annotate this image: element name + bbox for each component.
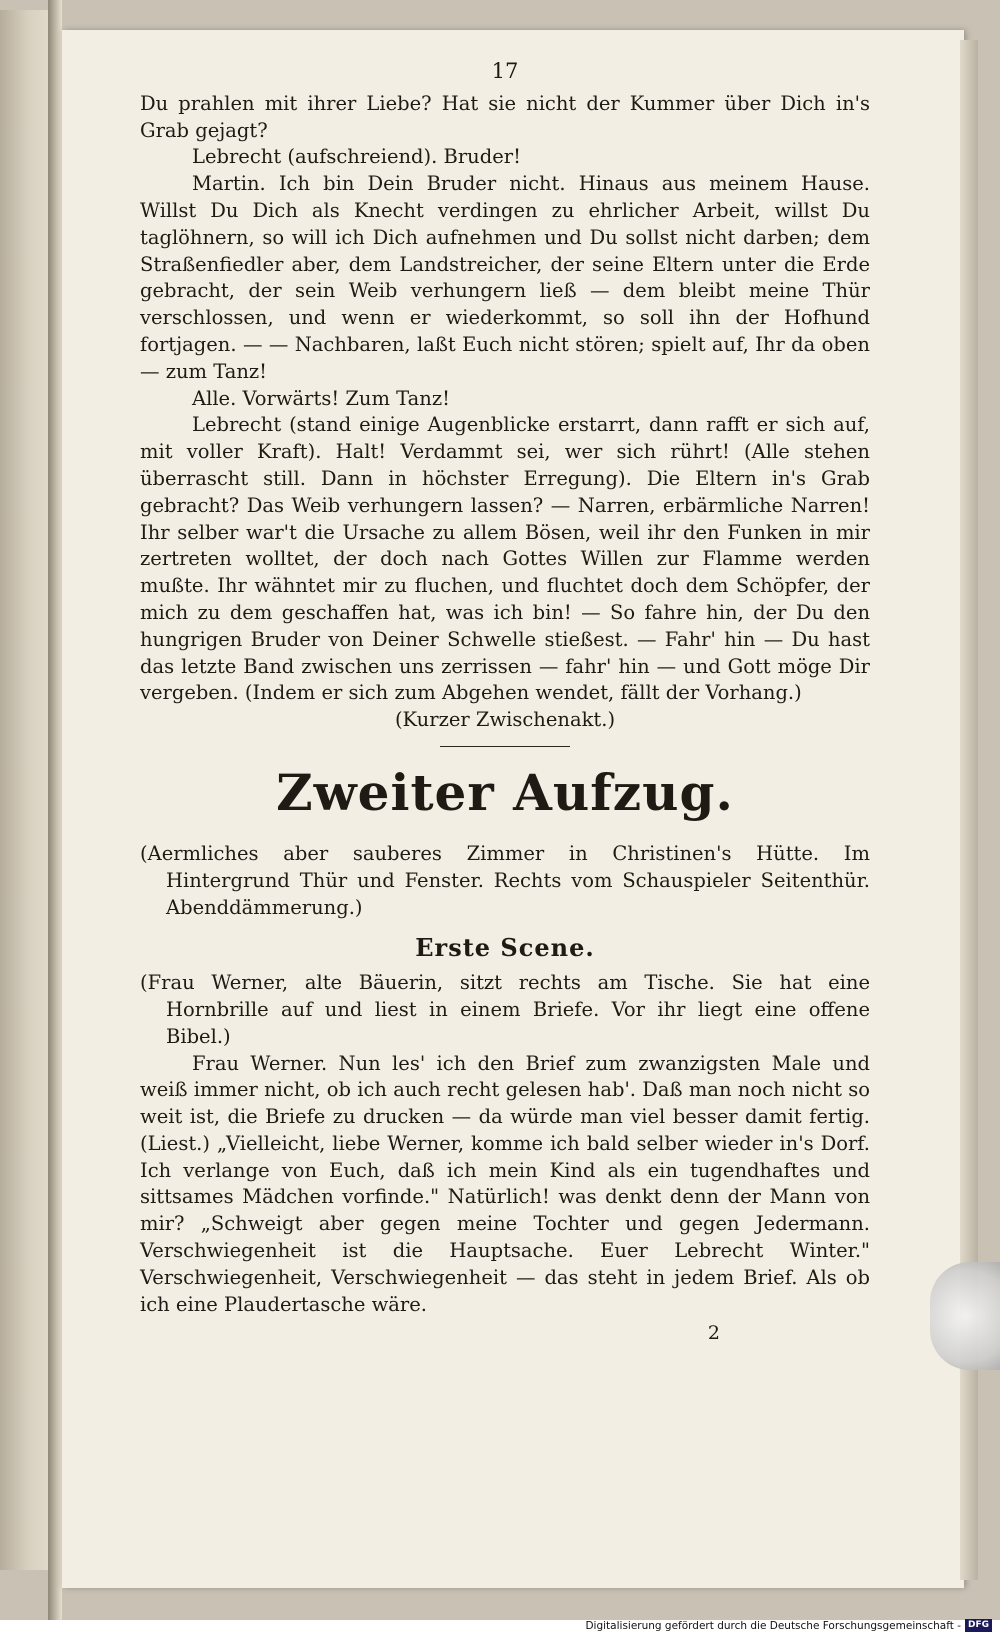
facing-page-edge	[0, 10, 52, 1570]
book-gutter	[48, 0, 62, 1620]
stage-direction: (Aermliches aber sauberes Zimmer in Christinen's Hütte. Im Hintergrund Thür und Fenster. Rechts vom Schauspieler Seitenthür. Abenddämmerung.)	[140, 841, 870, 919]
stage-direction: (Frau Werner, alte Bäuerin, sitzt rechts am Tische. Sie hat eine Hornbrille auf und liest in einem Briefe. Vor ihr liegt eine offene Bibel.)	[140, 971, 870, 1048]
dfg-logo: DFG	[965, 1619, 992, 1632]
divider-rule	[440, 746, 570, 747]
dialogue-line: Alle. Vorwärts! Zum Tanz!	[192, 386, 450, 410]
dialogue-line: Du prahlen mit ihrer Liebe? Hat sie nicht der Kummer über Dich in's Grab gejagt?	[140, 91, 870, 142]
scene-title: Erste Scene.	[415, 933, 595, 963]
dialogue-line: Martin. Ich bin Dein Bruder nicht. Hinaus aus meinem Hause. Willst Du Dich als Knecht verdingen zu ehrlicher Arbeit, willst Du taglöhnern, so will ich Dich aufnehmen und Du sollst nicht darben; dem Straßenfiedler aber, dem Landstreicher, der seine Eltern unter die Erde gebracht, der sein Weib verhungern ließ — dem bleibt meine Thür verschlossen, und wenn er wiederkommt, so soll ihn der Hofhund fortjagen. — — Nachbaren, laßt Euch nicht stören; spielt auf, Ihr da oben — zum Tanz!	[140, 172, 870, 383]
digitization-footer	[585, 1619, 992, 1632]
stage-direction: (Kurzer Zwischenakt.)	[394, 708, 616, 732]
signature-mark: 2	[707, 1322, 720, 1345]
footer-text: Digitalisierung gefördert durch die Deutsche Forschungsgemeinschaft -	[585, 1619, 961, 1632]
page-number: 17	[491, 59, 519, 83]
act-title: Zweiter Aufzug.	[276, 762, 734, 822]
book-clamp	[930, 1262, 1000, 1370]
page-text	[140, 58, 870, 1347]
dialogue-line: Lebrecht (aufschreiend). Bruder!	[192, 145, 521, 169]
dialogue-line: Lebrecht (stand einige Augenblicke erstarrt, dann rafft er sich auf, mit voller Kraft). Halt! Verdammt sei, wer sich rührt! (Alle stehen überrascht still. Dann in höchster Erregung). Die Eltern in's Grab gebracht? Das Weib verhungern lassen? — Narren, erbärmliche Narren! Ihr selber war't die Ursache zu allem Bösen, weil ihr den Funken in mir zertreten wolltet, der doch nach Gottes Willen zur Flamme werden mußte. Ihr wähntet mir zu fluchen, und fluchtet doch dem Schöpfer, der mich zu dem geschaffen hat, was ich bin! — So fahre hin, der Du den hungrigen Bruder von Deiner Schwelle stießest. — Fahr' hin — Du hast das letzte Band zwischen uns zerrissen — fahr' hin — und Gott möge Dir vergeben. (Indem er sich zum Abgehen wendet, fällt der Vorhang.)	[140, 413, 870, 705]
dialogue-line: Frau Werner. Nun les' ich den Brief zum zwanzigsten Male und weiß immer nicht, ob ich auch recht gelesen hab'. Daß man noch nicht so weit ist, die Briefe zu drucken — da würde man viel besser damit fertig. (Liest.) „Vielleicht, liebe Werner, komme ich bald selber wieder in's Dorf. Ich verlange von Euch, daß ich mein Kind als ein tugendhaftes und sittsames Mädchen vorfinde." Natürlich! was denkt denn der Mann von mir? „Schweigt aber gegen meine Tochter und gegen Jedermann. Verschwiegenheit ist die Hauptsache. Euer Lebrecht Winter." Verschwiegenheit, Verschwiegenheit — das steht in jedem Brief. Als ob ich eine Plaudertasche wäre.	[140, 1051, 870, 1316]
